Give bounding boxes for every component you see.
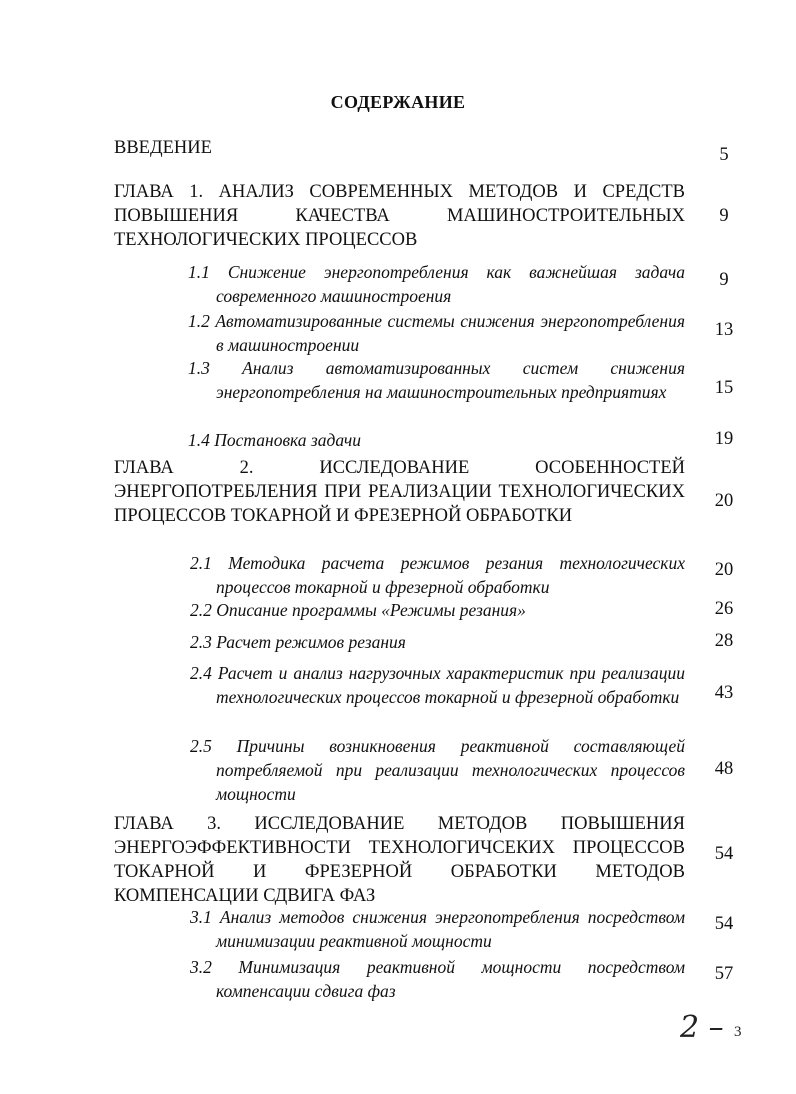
- toc-section-2-1-page: 20: [714, 560, 734, 580]
- toc-section-2-3-page: 28: [714, 631, 734, 651]
- toc-chapter-2-page: 20: [714, 491, 734, 511]
- toc-section-1-1-page: 9: [719, 270, 729, 290]
- toc-section-2-3: 2.3 Расчет режимов резания: [190, 632, 406, 652]
- toc-section-2-2: 2.2 Описание программы «Режимы резания»: [190, 600, 526, 620]
- toc-section-2-5-page: 48: [714, 759, 734, 779]
- toc-section-2-5: 2.5 Причины возникновения реактивной составляющей потребляемой при реализации технологических процессов мощности: [190, 736, 685, 804]
- toc-section-1-2-page: 13: [714, 320, 734, 340]
- toc-intro: ВВЕДЕНИЕ: [114, 138, 212, 158]
- toc-section-2-4: 2.4 Расчет и анализ нагрузочных характеристик при реализации технологических процессов токарной и фрезерной обработки: [190, 663, 685, 707]
- handwritten-page-mark: 2 –: [680, 1010, 724, 1045]
- toc-section-1-3: 1.3 Анализ автоматизированных систем снижения энергопотребления на машиностроительных предприятиях: [188, 358, 685, 402]
- toc-section-3-1-page: 54: [714, 914, 734, 934]
- toc-section-1-2: 1.2 Автоматизированные системы снижения энергопотребления в машиностроении: [188, 311, 685, 355]
- toc-section-2-1: 2.1 Методика расчета режимов резания технологических процессов токарной и фрезерной обработки: [190, 553, 685, 597]
- toc-chapter-3: ГЛАВА 3. ИССЛЕДОВАНИЕ МЕТОДОВ ПОВЫШЕНИЯ ЭНЕРГОЭФФЕКТИВНОСТИ ТЕХНОЛОГИЧСЕКИХ ПРОЦЕССОВ ТОКАРНОЙ И ФРЕЗЕРНОЙ ОБРАБОТКИ МЕТОДОВ КОМПЕНСАЦИИ СДВИГА ФАЗ: [114, 814, 685, 906]
- page-number: 3: [734, 1024, 742, 1040]
- toc-section-1-4-page: 19: [714, 429, 734, 449]
- toc-chapter-3-page: 54: [714, 844, 734, 864]
- page-title: СОДЕРЖАНИЕ: [330, 92, 466, 112]
- toc-chapter-2: ГЛАВА 2. ИССЛЕДОВАНИЕ ОСОБЕННОСТЕЙ ЭНЕРГОПОТРЕБЛЕНИЯ ПРИ РЕАЛИЗАЦИИ ТЕХНОЛОГИЧЕСКИХ ПРОЦЕССОВ ТОКАРНОЙ И ФРЕЗЕРНОЙ ОБРАБОТКИ: [114, 458, 685, 526]
- toc-section-1-3-page: 15: [714, 378, 734, 398]
- toc-section-1-4: 1.4 Постановка задачи: [188, 430, 361, 450]
- toc-section-3-2-page: 57: [714, 964, 734, 984]
- toc-intro-page: 5: [719, 145, 729, 165]
- toc-section-2-4-page: 43: [714, 683, 734, 703]
- toc-section-1-1: 1.1 Снижение энергопотребления как важнейшая задача современного машиностроения: [188, 262, 685, 306]
- toc-chapter-1: ГЛАВА 1. АНАЛИЗ СОВРЕМЕННЫХ МЕТОДОВ И СРЕДСТВ ПОВЫШЕНИЯ КАЧЕСТВА МАШИНОСТРОИТЕЛЬНЫХ ТЕХНОЛОГИЧЕСКИХ ПРОЦЕССОВ: [114, 182, 685, 250]
- toc-section-3-1: 3.1 Анализ методов снижения энергопотребления посредством минимизации реактивной мощности: [190, 907, 685, 951]
- toc-section-3-2: 3.2 Минимизация реактивной мощности посредством компенсации сдвига фаз: [190, 957, 685, 1001]
- toc-chapter-1-page: 9: [719, 206, 729, 226]
- toc-section-2-2-page: 26: [714, 599, 734, 619]
